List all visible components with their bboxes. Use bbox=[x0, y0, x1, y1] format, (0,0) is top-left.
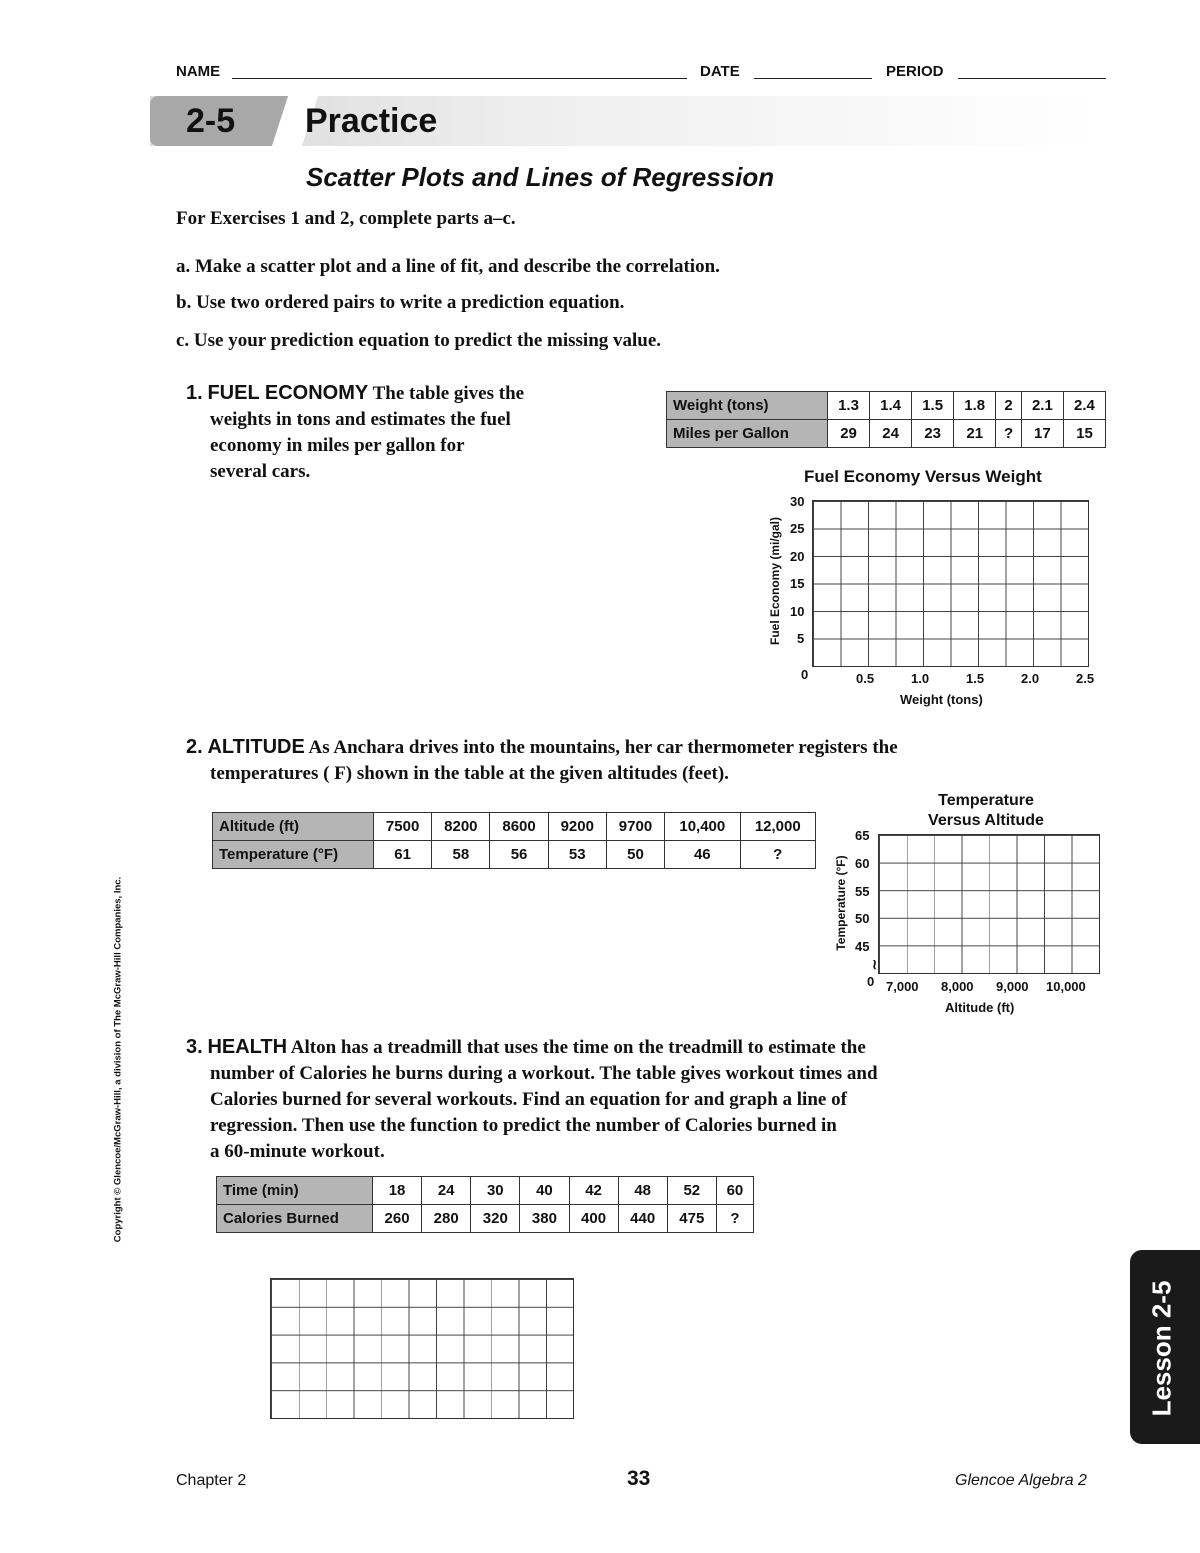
table-cell: 17 bbox=[1021, 420, 1063, 448]
table-row bbox=[217, 1177, 754, 1205]
table-cell: 1.8 bbox=[954, 392, 996, 420]
question-2 bbox=[186, 734, 1106, 787]
table-cell: 24 bbox=[422, 1177, 471, 1205]
table-cell: 2.1 bbox=[1021, 392, 1063, 420]
y-tick: 50 bbox=[855, 911, 870, 926]
table-row bbox=[213, 813, 816, 841]
origin-tick: 0 bbox=[801, 667, 809, 682]
table-cell: 320 bbox=[471, 1205, 520, 1233]
q2-line1: As Anchara drives into the mountains, her car thermometer registers the bbox=[308, 737, 898, 758]
period-field[interactable] bbox=[958, 78, 1106, 79]
table-cell: 440 bbox=[618, 1205, 667, 1233]
q1-line1: The table gives the bbox=[372, 383, 525, 404]
table-cell: 29 bbox=[828, 420, 870, 448]
table-row bbox=[217, 1205, 754, 1233]
copyright-notice: Copyright © Glencoe/McGraw-Hill, a division of The McGraw-Hill Companies, Inc. bbox=[112, 876, 124, 1243]
q2-number: 2. bbox=[186, 736, 203, 758]
q1-line4: several cars. bbox=[210, 461, 311, 482]
table-row-label: Weight (tons) bbox=[667, 392, 828, 420]
table-cell: 475 bbox=[667, 1205, 716, 1233]
page-number: 33 bbox=[627, 1467, 651, 1490]
table-cell: 60 bbox=[716, 1177, 753, 1205]
period-label: PERIOD bbox=[886, 63, 944, 80]
q3-heading: HEALTH bbox=[207, 1036, 288, 1058]
table-cell: 260 bbox=[373, 1205, 422, 1233]
table-cell: 1.5 bbox=[912, 392, 954, 420]
table-cell: 280 bbox=[422, 1205, 471, 1233]
table-cell: 9700 bbox=[606, 813, 664, 841]
q2-table bbox=[212, 812, 816, 869]
q2-line2: temperatures ( F) shown in the table at the given altitudes (feet). bbox=[210, 763, 729, 784]
q3-line4: regression. Then use the function to predict the number of Calories burned in bbox=[210, 1115, 837, 1136]
table-cell: 2 bbox=[996, 392, 1022, 420]
lesson-tab-label: Lesson 2-5 bbox=[1146, 1280, 1177, 1417]
q1-table bbox=[666, 391, 1106, 448]
table-cell: 7500 bbox=[374, 813, 432, 841]
q2-graph-title bbox=[906, 791, 1066, 831]
q2-x-axis-label: Altitude (ft) bbox=[945, 1000, 1015, 1015]
q3-number: 3. bbox=[186, 1036, 203, 1058]
y-tick: 60 bbox=[855, 856, 870, 871]
y-tick: 5 bbox=[797, 631, 805, 646]
table-row bbox=[213, 841, 816, 869]
table-row-label: Temperature (°F) bbox=[213, 841, 374, 869]
table-cell: 8200 bbox=[432, 813, 490, 841]
table-cell: ? bbox=[716, 1205, 753, 1233]
table-row-label: Time (min) bbox=[217, 1177, 373, 1205]
q1-number: 1. bbox=[186, 382, 203, 404]
page-subtitle: Scatter Plots and Lines of Regression bbox=[306, 162, 775, 192]
table-cell: 1.3 bbox=[828, 392, 870, 420]
table-cell: 9200 bbox=[548, 813, 606, 841]
question-1 bbox=[186, 380, 616, 485]
q2-heading: ALTITUDE bbox=[207, 736, 305, 758]
q1-line2: weights in tons and estimates the fuel bbox=[210, 409, 511, 430]
date-field[interactable] bbox=[754, 78, 872, 79]
table-cell: 58 bbox=[432, 841, 490, 869]
table-cell: 23 bbox=[912, 420, 954, 448]
y-tick: 15 bbox=[790, 576, 805, 591]
q3-line5: a 60-minute workout. bbox=[210, 1141, 385, 1162]
q3-table bbox=[216, 1176, 754, 1233]
table-cell: 46 bbox=[665, 841, 740, 869]
table-cell: 24 bbox=[870, 420, 912, 448]
y-tick: 45 bbox=[855, 939, 870, 954]
table-cell: 2.4 bbox=[1063, 392, 1105, 420]
q1-heading: FUEL ECONOMY bbox=[207, 382, 369, 404]
q1-x-axis-label: Weight (tons) bbox=[900, 692, 983, 707]
table-cell: 1.4 bbox=[870, 392, 912, 420]
table-row-label: Miles per Gallon bbox=[667, 420, 828, 448]
instruction-a: a. Make a scatter plot and a line of fit, and describe the correlation. bbox=[176, 256, 720, 277]
name-label: NAME bbox=[176, 63, 221, 80]
date-label: DATE bbox=[700, 63, 740, 80]
origin-tick: 0 bbox=[867, 974, 875, 989]
table-cell: 52 bbox=[667, 1177, 716, 1205]
q3-line3: Calories burned for several workouts. Find an equation for and graph a line of bbox=[210, 1089, 847, 1110]
q1-line3: economy in miles per gallon for bbox=[210, 435, 465, 456]
q1-graph-title: Fuel Economy Versus Weight bbox=[804, 467, 1042, 486]
question-3 bbox=[186, 1034, 1106, 1165]
q1-graph-grid[interactable] bbox=[812, 500, 1089, 667]
table-cell: 50 bbox=[606, 841, 664, 869]
table-cell: 42 bbox=[569, 1177, 618, 1205]
table-cell: 40 bbox=[520, 1177, 569, 1205]
q2-graph-grid[interactable] bbox=[878, 834, 1100, 974]
lesson-number: 2-5 bbox=[186, 102, 236, 140]
table-row bbox=[667, 420, 1106, 448]
table-cell: ? bbox=[740, 841, 815, 869]
y-tick: 25 bbox=[790, 521, 805, 536]
table-cell: 15 bbox=[1063, 420, 1105, 448]
x-tick: 10,000 bbox=[1046, 979, 1086, 994]
y-tick: 55 bbox=[855, 884, 870, 899]
footer-chapter: Chapter 2 bbox=[176, 1472, 247, 1489]
table-cell: 53 bbox=[548, 841, 606, 869]
q1-y-axis-label: Fuel Economy (mi/gal) bbox=[768, 517, 782, 646]
q3-graph-grid[interactable] bbox=[270, 1278, 574, 1419]
y-tick: 20 bbox=[790, 549, 805, 564]
instruction-b: b. Use two ordered pairs to write a prediction equation. bbox=[176, 292, 625, 313]
table-cell: 48 bbox=[618, 1177, 667, 1205]
x-tick: 0.5 bbox=[856, 671, 875, 686]
banner bbox=[150, 96, 1100, 146]
name-field[interactable] bbox=[232, 78, 687, 79]
table-cell: 10,400 bbox=[665, 813, 740, 841]
table-cell: 12,000 bbox=[740, 813, 815, 841]
table-cell: 30 bbox=[471, 1177, 520, 1205]
instruction-c: c. Use your prediction equation to predict the missing value. bbox=[176, 330, 662, 351]
table-cell: 21 bbox=[954, 420, 996, 448]
y-tick: 65 bbox=[855, 828, 870, 843]
q2-graph-title-line2: Versus Altitude bbox=[928, 812, 1044, 829]
footer-book: Glencoe Algebra 2 bbox=[955, 1472, 1087, 1489]
table-cell: 400 bbox=[569, 1205, 618, 1233]
q3-line2: number of Calories he burns during a workout. The table gives workout times and bbox=[210, 1063, 878, 1084]
table-cell: 8600 bbox=[490, 813, 548, 841]
y-tick: 30 bbox=[790, 494, 805, 509]
y-tick: 10 bbox=[790, 604, 805, 619]
table-cell: 380 bbox=[520, 1205, 569, 1233]
x-tick: 1.5 bbox=[966, 671, 985, 686]
table-cell: 18 bbox=[373, 1177, 422, 1205]
instructions-intro: For Exercises 1 and 2, complete parts a–c. bbox=[176, 208, 516, 229]
q2-graph-title-line1: Temperature bbox=[938, 792, 1034, 809]
axis-break-icon: ≀ bbox=[872, 956, 878, 972]
x-tick: 8,000 bbox=[941, 979, 974, 994]
table-cell: 56 bbox=[490, 841, 548, 869]
x-tick: 2.0 bbox=[1021, 671, 1040, 686]
q3-line1: Alton has a treadmill that uses the time on the treadmill to estimate the bbox=[290, 1037, 866, 1058]
table-cell: 61 bbox=[374, 841, 432, 869]
practice-title: Practice bbox=[305, 102, 438, 140]
table-cell: ? bbox=[996, 420, 1022, 448]
x-tick: 9,000 bbox=[996, 979, 1029, 994]
x-tick: 7,000 bbox=[886, 979, 919, 994]
table-row-label: Calories Burned bbox=[217, 1205, 373, 1233]
table-row-label: Altitude (ft) bbox=[213, 813, 374, 841]
table-row bbox=[667, 392, 1106, 420]
x-tick: 2.5 bbox=[1076, 671, 1095, 686]
q2-y-axis-label: Temperature (°F) bbox=[834, 855, 848, 951]
x-tick: 1.0 bbox=[911, 671, 930, 686]
